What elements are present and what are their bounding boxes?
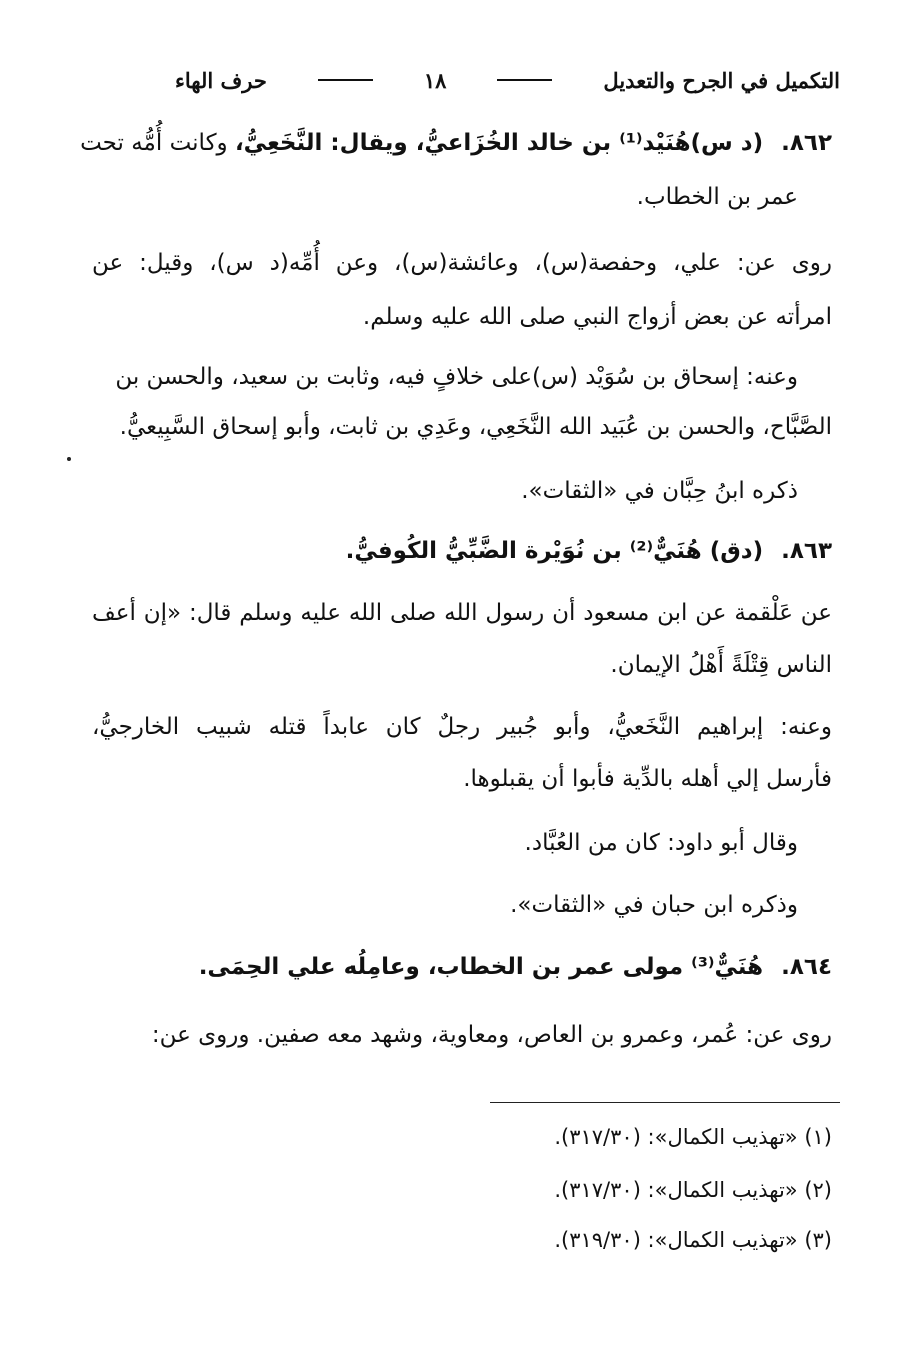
footnote: (١) «تهذيب الكمال»: (٣١٧/٣٠).: [554, 1125, 832, 1149]
footnote: (٣) «تهذيب الكمال»: (٣١٩/٣٠).: [554, 1228, 832, 1252]
entry-name: (د س)هُنَيْد⁽¹⁾ بن خالد الخُزَاعيُّ، ويقال: النَّخَعِيُّ،: [234, 130, 764, 156]
entry-number: ٨٦٤.: [781, 954, 832, 980]
entry-heading: [92, 534, 832, 568]
entry-heading: [92, 950, 832, 984]
paragraph-line: فأرسل إلي أهله بالدِّية فأبوا أن يقبلوها.: [463, 766, 832, 792]
paragraph-line: الصَّبَّاح، والحسن بن عُبَيد الله النَّخَعِي، وعَدِي بن ثابت، وأبو إسحاق السَّبِيعيُّ.: [119, 414, 832, 440]
entry-name: هُنَيٌّ⁽³⁾ مولى عمر بن الخطاب، وعامِلُه علي الحِمَى.: [198, 954, 764, 980]
paragraph-line: وعنه: إسحاق بن سُوَيْد (س)على خلافٍ فيه، وثابت بن سعيد، والحسن بن: [115, 364, 798, 390]
entry-heading-line2: عمر بن الخطاب.: [636, 184, 798, 210]
speck-mark: [67, 457, 71, 461]
entry-heading: [80, 126, 832, 160]
entry-number: ٨٦٢.: [781, 130, 832, 156]
paragraph-line: وعنه: إبراهيم النَّخَعيُّ، وأبو جُبير رجلٌ كان عابداً قتله شبيب الخارجيُّ،: [92, 714, 832, 740]
footnote-separator: [490, 1102, 840, 1103]
paragraph-line: ذكره ابنُ حِبَّان في «الثقات».: [521, 478, 798, 504]
entry-name: (دق) هُنَيٌّ⁽²⁾ بن نُوَيْرة الضَّبِّيُّ الكُوفيُّ.: [345, 538, 764, 564]
header-dash: [497, 79, 552, 81]
footnote: (٢) «تهذيب الكمال»: (٣١٧/٣٠).: [554, 1178, 832, 1202]
paragraph-line: الناس قِتْلَةً أَهْلُ الإيمان.: [610, 652, 832, 678]
paragraph-line: روى عن: عُمر، وعمرو بن العاص، ومعاوية، وشهد معه صفين. وروى عن:: [151, 1022, 832, 1048]
paragraph-line: امرأته عن بعض أزواج النبي صلى الله عليه وسلم.: [362, 304, 832, 330]
header-dash: [318, 79, 373, 81]
paragraph-line: روى عن: علي، وحفصة(س)، وعائشة(س)، وعن أُمِّه(د س)، وقيل: عن: [92, 250, 832, 276]
entry-number: ٨٦٣.: [781, 538, 832, 564]
paragraph-line: عن عَلْقمة عن ابن مسعود أن رسول الله صلى الله عليه وسلم قال: «إن أعف: [92, 600, 832, 626]
paragraph-line: وذكره ابن حبان في «الثقات».: [510, 892, 798, 918]
chapter-title: حرف الهاء: [175, 67, 267, 93]
book-title: التكميل في الجرح والتعديل: [603, 67, 840, 93]
entry-heading-rest: وكانت أُمُّه تحت: [80, 130, 228, 156]
page-number: ١٨: [423, 67, 447, 93]
paragraph-line: وقال أبو داود: كان من العُبَّاد.: [524, 830, 798, 856]
running-header: [175, 60, 840, 100]
